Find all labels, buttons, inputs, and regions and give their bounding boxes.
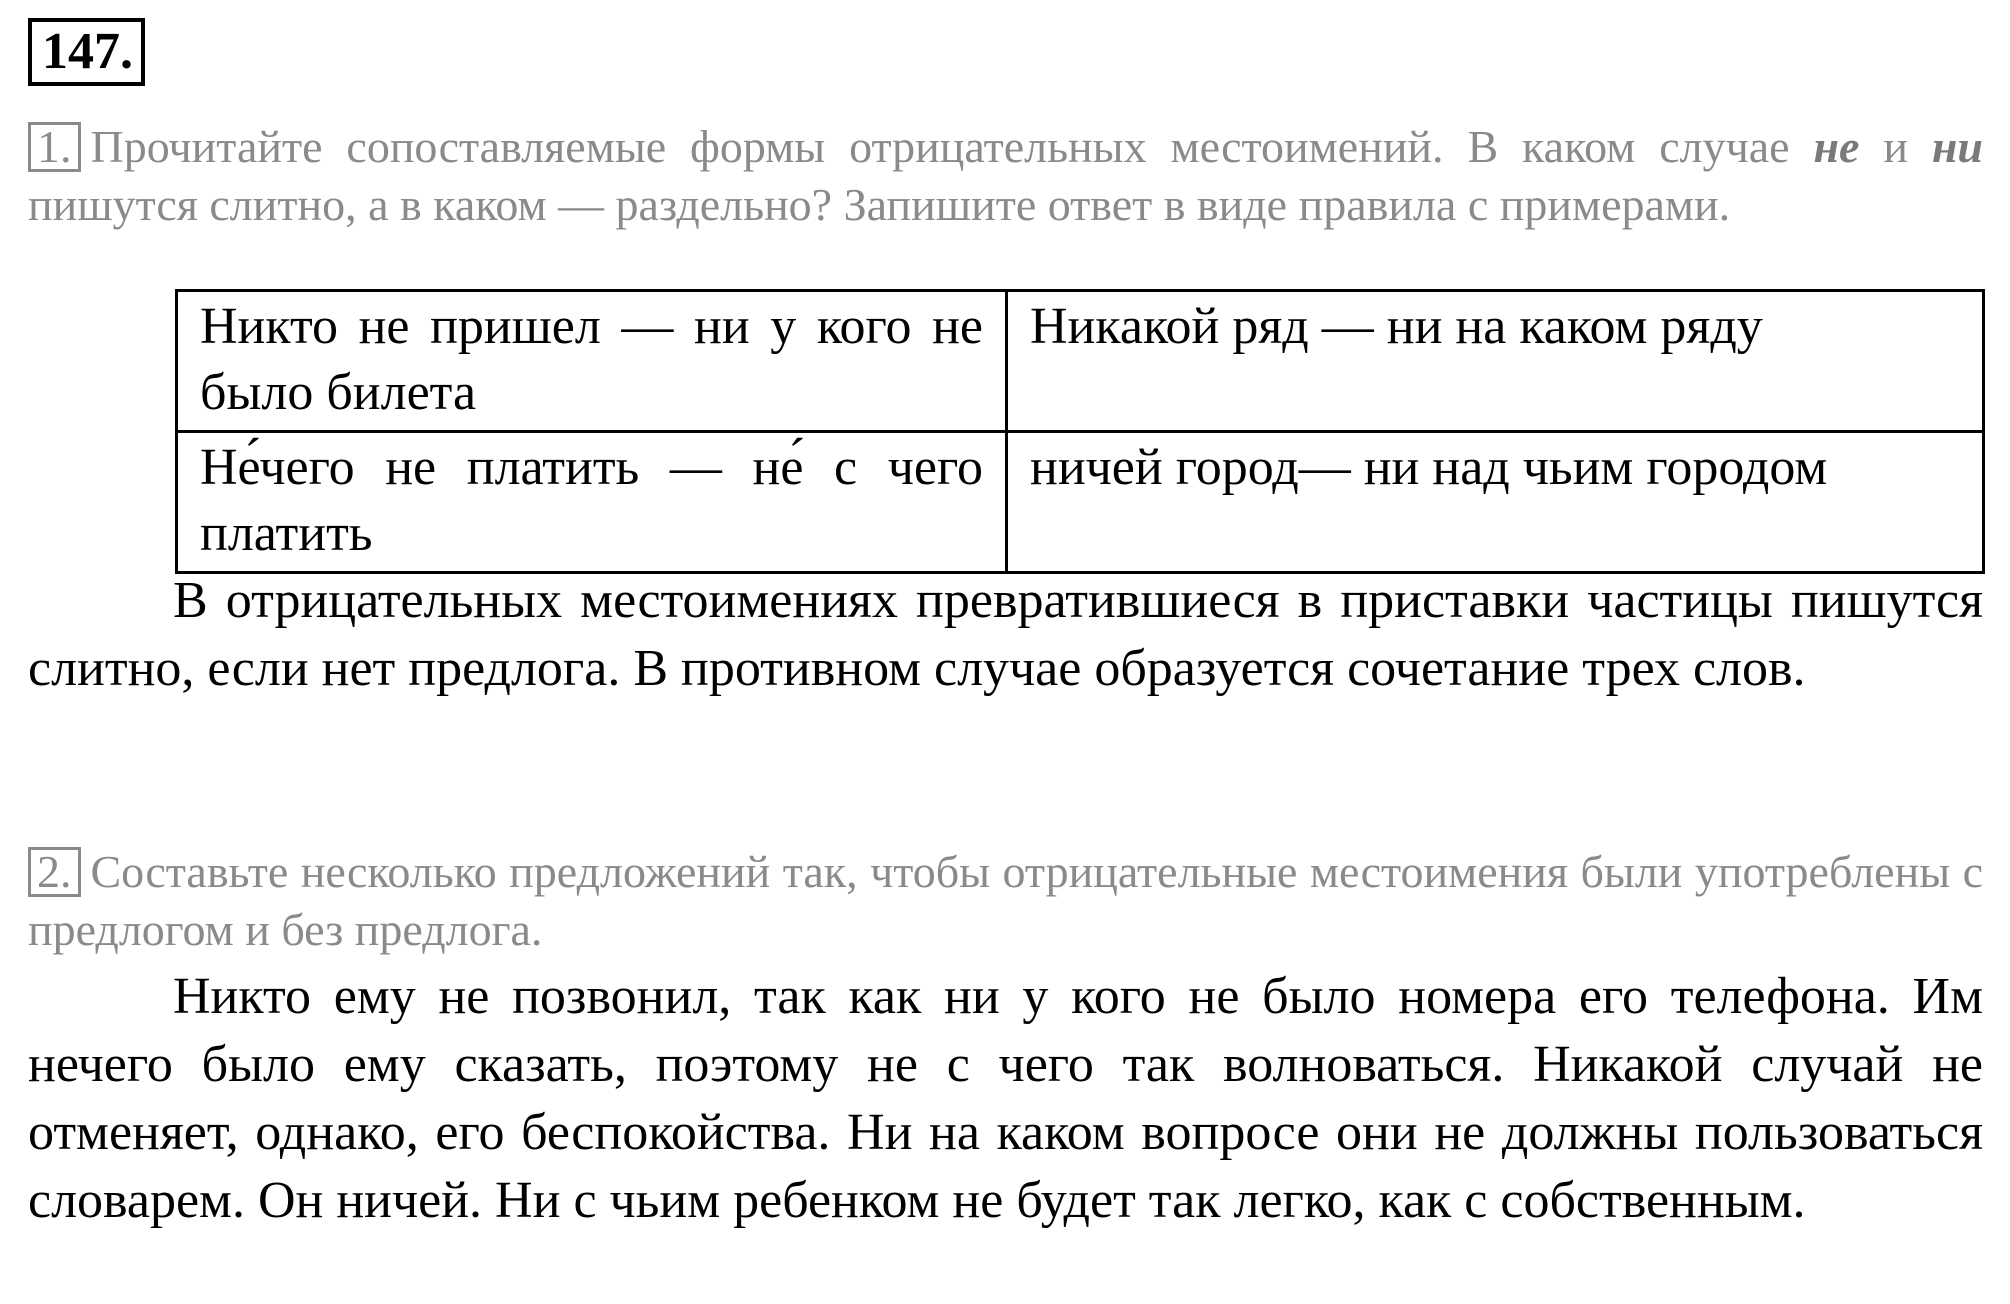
table-cell: ничей город— ни над чьим городом bbox=[1007, 432, 1984, 573]
task-1-text-b: и bbox=[1859, 121, 1932, 172]
table-cell: Никто не пришел — ни у кого не было билета bbox=[177, 291, 1007, 432]
task-1-instruction bbox=[28, 118, 1983, 234]
task-1-emphasis-ne: не bbox=[1813, 121, 1860, 172]
task-2-instruction bbox=[28, 843, 1983, 959]
task-1-emphasis-ni: ни bbox=[1931, 121, 1983, 172]
task-1-number: 1. bbox=[28, 122, 81, 172]
task-1-answer: В отрицательных местоимениях превратившиеся в приставки частицы пишутся слитно, если нет предлога. В противном случае образуется сочетание трех слов. bbox=[28, 572, 1983, 697]
table-cell: Не́чего не платить — не́ с чего платить bbox=[177, 432, 1007, 573]
task-2-answer: Никто ему не позвонил, так как ни у кого не было номера его телефона. Им нечего было ему сказать, поэтому не с чего так волноваться. Никакой случай не отменяет, однако, его беспокойства. Ни на каком вопросе они не должны пользоваться словарем. Он ничей. Ни с чьим ребенком не будет так легко, как с собственным. bbox=[28, 968, 1983, 1229]
task-1-text-a: Прочитайте сопоставляемые формы отрицательных местоимений. В каком случае bbox=[90, 121, 1814, 172]
table-cell: Никакой ряд — ни на каком ряду bbox=[1007, 291, 1984, 432]
exercise-number: 147. bbox=[28, 18, 145, 86]
pronoun-forms-table bbox=[175, 289, 1985, 574]
task-1-text-c: пишутся слитно, а в каком — раздельно? Запишите ответ в виде правила с примерами. bbox=[28, 179, 1731, 230]
task-2-number: 2. bbox=[28, 847, 81, 897]
table-row bbox=[177, 291, 1984, 432]
task-2-text: Составьте несколько предложений так, чтобы отрицательные местоимения были употреблены с предлогом и без предлога. bbox=[28, 846, 1983, 955]
table-row bbox=[177, 432, 1984, 573]
